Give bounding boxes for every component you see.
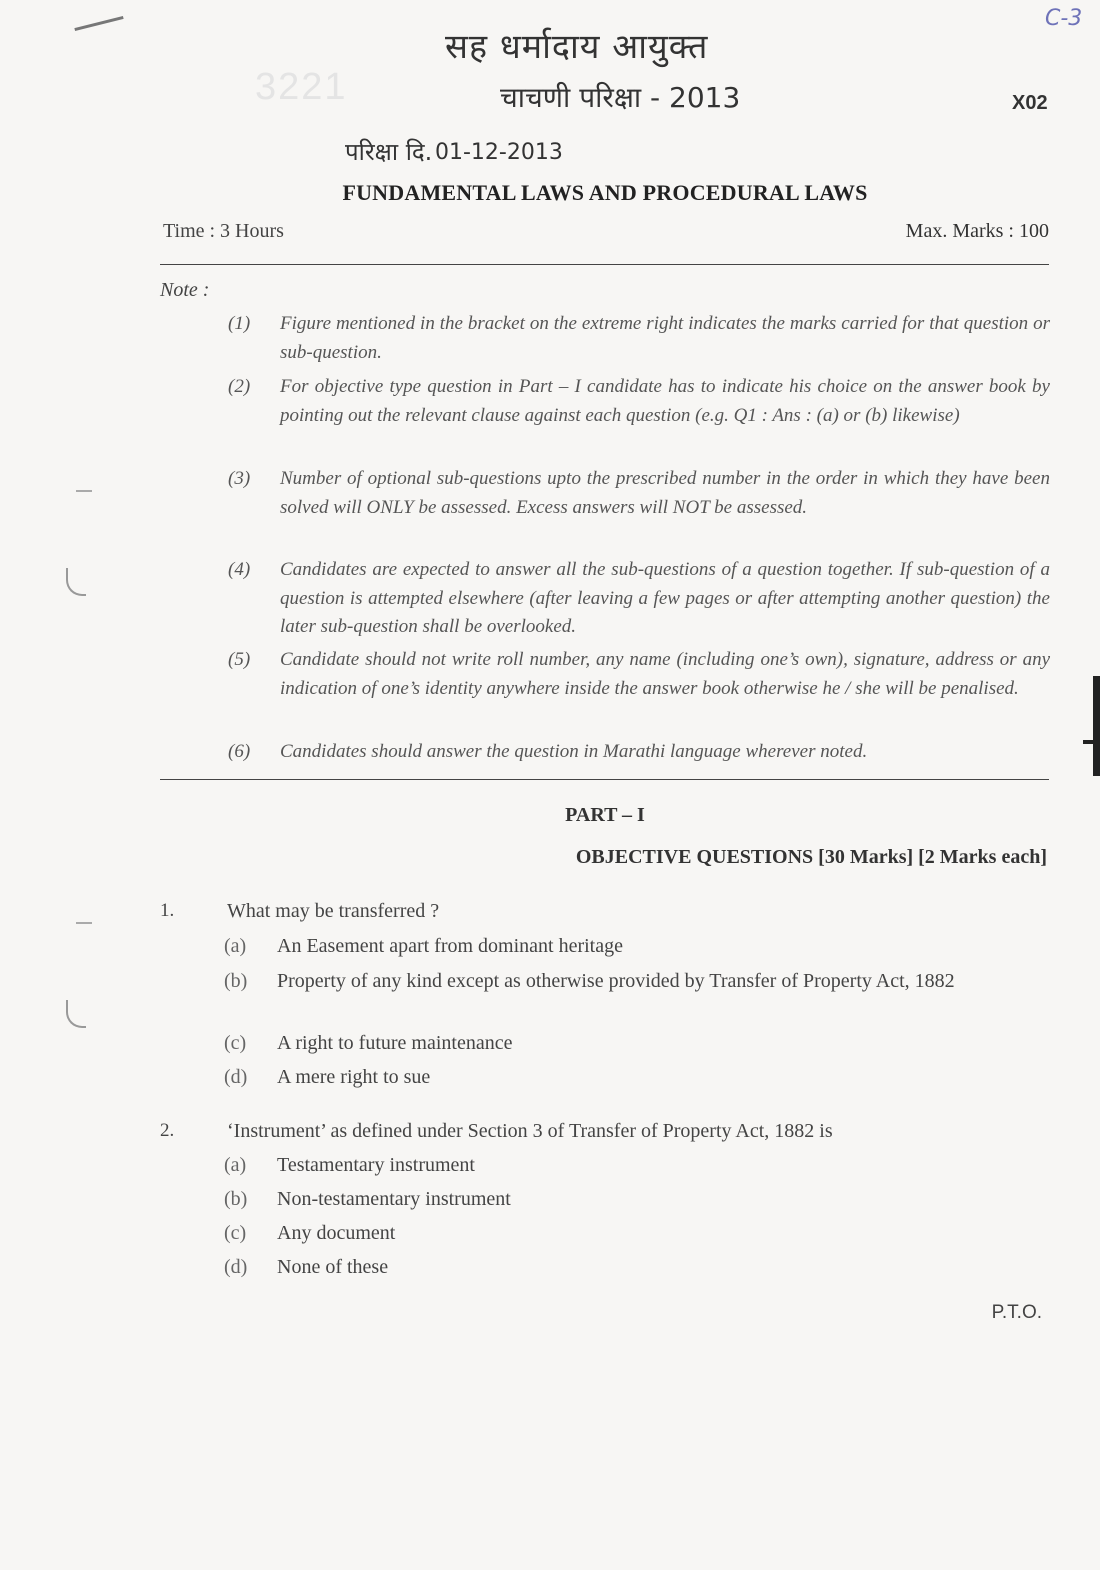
option-text: Any document <box>277 1222 396 1244</box>
option-text: A right to future maintenance <box>277 1032 513 1054</box>
option-label: (d) <box>224 1066 248 1088</box>
note-text: Figure mentioned in the bracket on the extreme right indicates the marks carried for that question or sub-question. <box>280 313 1050 363</box>
question-number: 2. <box>160 1120 175 1141</box>
option-text: Non-testamentary instrument <box>277 1188 511 1210</box>
note-item <box>228 465 1050 522</box>
note-number: (1) <box>228 313 251 334</box>
option-item <box>224 1185 1046 1213</box>
pen-stroke-mark <box>74 16 123 31</box>
option-label: (a) <box>224 1154 247 1176</box>
question-text: What may be transferred ? <box>227 900 440 922</box>
faint-stamp-number: 3221 <box>255 66 348 108</box>
corner-note: C-3 <box>1045 6 1083 31</box>
option-item <box>224 932 1046 960</box>
option-label: (d) <box>224 1256 248 1278</box>
divider <box>160 779 1049 780</box>
divider <box>160 264 1049 265</box>
paper-code: X02 <box>1012 92 1048 114</box>
note-number: (4) <box>228 559 251 580</box>
note-text: Candidate should not write roll number, any name (including one’s own), signature, address or any indication of one’s identity anywhere inside the answer book otherwise he / she will be penalised. <box>280 649 1050 699</box>
handwritten-date-label: परिक्षा दि. <box>345 138 433 166</box>
note-item <box>228 646 1050 703</box>
note-number: (2) <box>228 376 251 397</box>
option-text: A mere right to sue <box>277 1066 431 1088</box>
note-item <box>228 373 1050 430</box>
option-text: Testamentary instrument <box>277 1154 475 1176</box>
handwritten-title: सह धर्मादाय आयुक्त <box>445 27 709 67</box>
note-text: Candidates should answer the question in Marathi language wherever noted. <box>280 741 868 762</box>
note-number: (6) <box>228 741 251 762</box>
time-allowed: Time : 3 Hours <box>163 220 284 242</box>
margin-dash-mark <box>76 490 92 492</box>
note-text: Candidates are expected to answer all the sub-questions of a question together. If sub-question of a question is attempted elsewhere (after leaving a few pages or after attempting another question) the later sub-question shall be overlooked. <box>280 559 1050 637</box>
option-label: (b) <box>224 1188 248 1210</box>
margin-bracket-mark <box>66 1000 86 1028</box>
handwritten-date: 01-12-2013 <box>435 140 563 165</box>
option-label: (a) <box>224 935 247 957</box>
option-item <box>224 1063 1046 1091</box>
option-text: None of these <box>277 1256 389 1278</box>
option-item <box>224 967 1046 995</box>
question-number: 1. <box>160 900 175 921</box>
note-item <box>228 556 1050 642</box>
part-title: PART – I <box>565 804 645 826</box>
option-label: (b) <box>224 970 248 992</box>
option-item <box>224 1253 1046 1281</box>
option-label: (c) <box>224 1222 247 1244</box>
max-marks: Max. Marks : 100 <box>905 220 1049 242</box>
margin-bracket-mark <box>66 568 86 596</box>
option-text: Property of any kind except as otherwise provided by Transfer of Property Act, 1882 <box>277 970 955 992</box>
scan-edge-tick <box>1083 740 1093 744</box>
option-text: An Easement apart from dominant heritage <box>277 935 623 957</box>
note-number: (3) <box>228 468 251 489</box>
note-text: For objective type question in Part – I candidate has to indicate his choice on the answer book by pointing out the relevant clause against each question (e.g. Q1 : Ans : (a) or (b) likewise) <box>280 376 1050 426</box>
scan-edge-mark <box>1093 676 1100 776</box>
handwritten-subtitle: चाचणी परिक्षा - 2013 <box>500 81 741 114</box>
section-subtitle: OBJECTIVE QUESTIONS [30 Marks] [2 Marks each] <box>575 846 1047 868</box>
question-text: ‘Instrument’ as defined under Section 3 of Transfer of Property Act, 1882 is <box>227 1120 833 1142</box>
note-item <box>228 310 1050 367</box>
option-item <box>224 1029 1046 1057</box>
option-label: (c) <box>224 1032 247 1054</box>
option-item <box>224 1151 1046 1179</box>
note-text: Number of optional sub-questions upto the prescribed number in the order in which they have been solved will ONLY be assessed. Excess answers will NOT be assessed. <box>280 468 1050 518</box>
margin-dash-mark <box>76 922 92 924</box>
note-label: Note : <box>160 279 210 301</box>
please-turn-over: P.T.O. <box>991 1302 1042 1323</box>
note-item <box>228 738 1050 767</box>
option-item <box>224 1219 1046 1247</box>
paper-title: FUNDAMENTAL LAWS AND PROCEDURAL LAWS <box>342 180 868 205</box>
note-number: (5) <box>228 649 251 670</box>
